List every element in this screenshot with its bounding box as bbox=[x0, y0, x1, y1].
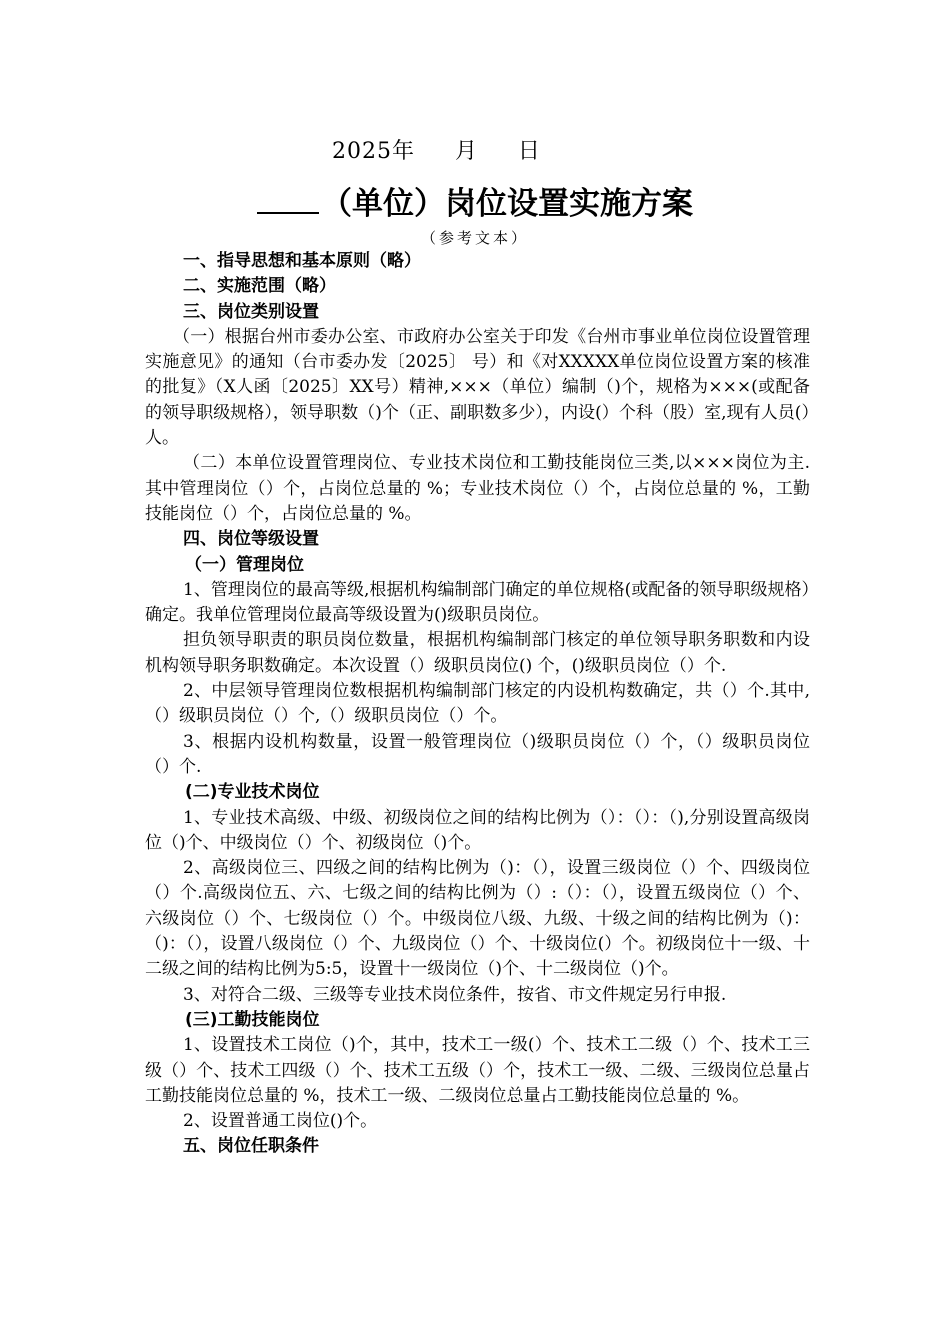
subsection-heading-skilled-worker: (三)工勤技能岗位 bbox=[185, 1009, 320, 1030]
paragraph: 2、设置普通工岗位()个。 bbox=[183, 1111, 378, 1132]
paragraph: 1、专业技术高级、中级、初级岗位之间的结构比例为（）：（）：（),分别设置高级岗位（)个、中级岗位（）个、初级岗位（)个。 bbox=[145, 807, 810, 853]
paragraph: 2、高级岗位三、四级之间的结构比例为（)：（），设置三级岗位（）个、四级岗位（）个.高级岗位五、六、七级之间的结构比例为（）:（）：（），设置五级岗位（）个、六级岗位（）个、七级岗位（）个。中级岗位八级、九级、十级之间的结构比例为（)：（)：（），设置八级岗位（）个、九级岗位（）个、十级岗位(）个。初级岗位十一级、十二级之间的结构比例为5:5，设置十一级岗位（)个、十二级岗位（)个。 bbox=[145, 858, 810, 980]
paragraph: （二）本单位设置管理岗位、专业技术岗位和工勤技能岗位三类,以×××岗位为主.其中管理岗位（）个，占岗位总量的 %；专业技术岗位（）个，占岗位总量的 %，工勤技能岗位（）个，占岗位总量的 %。 bbox=[145, 453, 810, 524]
paragraph: 担负领导职责的职员岗位数量，根据机构编制部门核定的单位领导职务职数和内设机构领导职务职数确定。本次设置（）级职员岗位() 个，()级职员岗位（）个. bbox=[145, 630, 810, 676]
subsection-heading-management: （一）管理岗位 bbox=[185, 554, 304, 575]
section-heading-1: 一、指导思想和基本原则（略） bbox=[183, 251, 421, 271]
paragraph: 2、中层领导管理岗位数根据机构编制部门核定的内设机构数确定，共（）个.其中,（）级职员岗位（）个,（）级职员岗位（）个。 bbox=[145, 681, 810, 727]
date-line: 2025年 月 日 bbox=[332, 139, 541, 164]
document-title bbox=[0, 178, 950, 223]
section-heading-2: 二、实施范围（略） bbox=[183, 276, 336, 297]
paragraph: 3、对符合二级、三级等专业技术岗位条件，按省、市文件规定另行申报. bbox=[183, 984, 727, 1005]
subsection-heading-professional: (二)专业技术岗位 bbox=[185, 782, 320, 803]
paragraph: 1、设置技术工岗位（)个，其中，技术工一级(）个、技术工二级（）个、技术工三级（）个、技术工四级（）个、技术工五级（）个，技术工一级、二级、三级岗位总量占工勤技能岗位总量的 %，技术工一级、二级岗位总量占工勤技能岗位总量的 %。 bbox=[145, 1035, 810, 1106]
section-heading-3: 三、岗位类别设置 bbox=[183, 301, 319, 322]
section-heading-4: 四、岗位等级设置 bbox=[183, 529, 319, 550]
document-subtitle: （参考文本） bbox=[420, 229, 529, 247]
paragraph: 3、根据内设机构数量，设置一般管理岗位（)级职员岗位（）个，（）级职员岗位（）个. bbox=[145, 731, 810, 777]
document-body bbox=[145, 249, 810, 1160]
title-text: （单位）岗位设置实施方案 bbox=[321, 186, 693, 222]
unit-blank-underline bbox=[257, 186, 319, 214]
paragraph: （一）根据台州市委办公室、市政府办公室关于印发《台州市事业单位岗位设置管理实施意见》的通知（台市委办发〔2025〕 号）和《对XXXXX单位岗位设置方案的核准的批复》（X人函〔2025〕XX号）精神,×××（单位）编制（)个，规格为×××(或配备的领导职级规格），领导职数（)个（正、副职数多少），内设(）个科（股）室,现有人员(）人。 bbox=[145, 326, 810, 449]
section-heading-5: 五、岗位任职条件 bbox=[183, 1136, 319, 1157]
paragraph: 1、管理岗位的最高等级,根据机构编制部门确定的单位规格(或配备的领导职级规格）确定。我单位管理岗位最高等级设置为()级职员岗位。 bbox=[145, 579, 810, 626]
